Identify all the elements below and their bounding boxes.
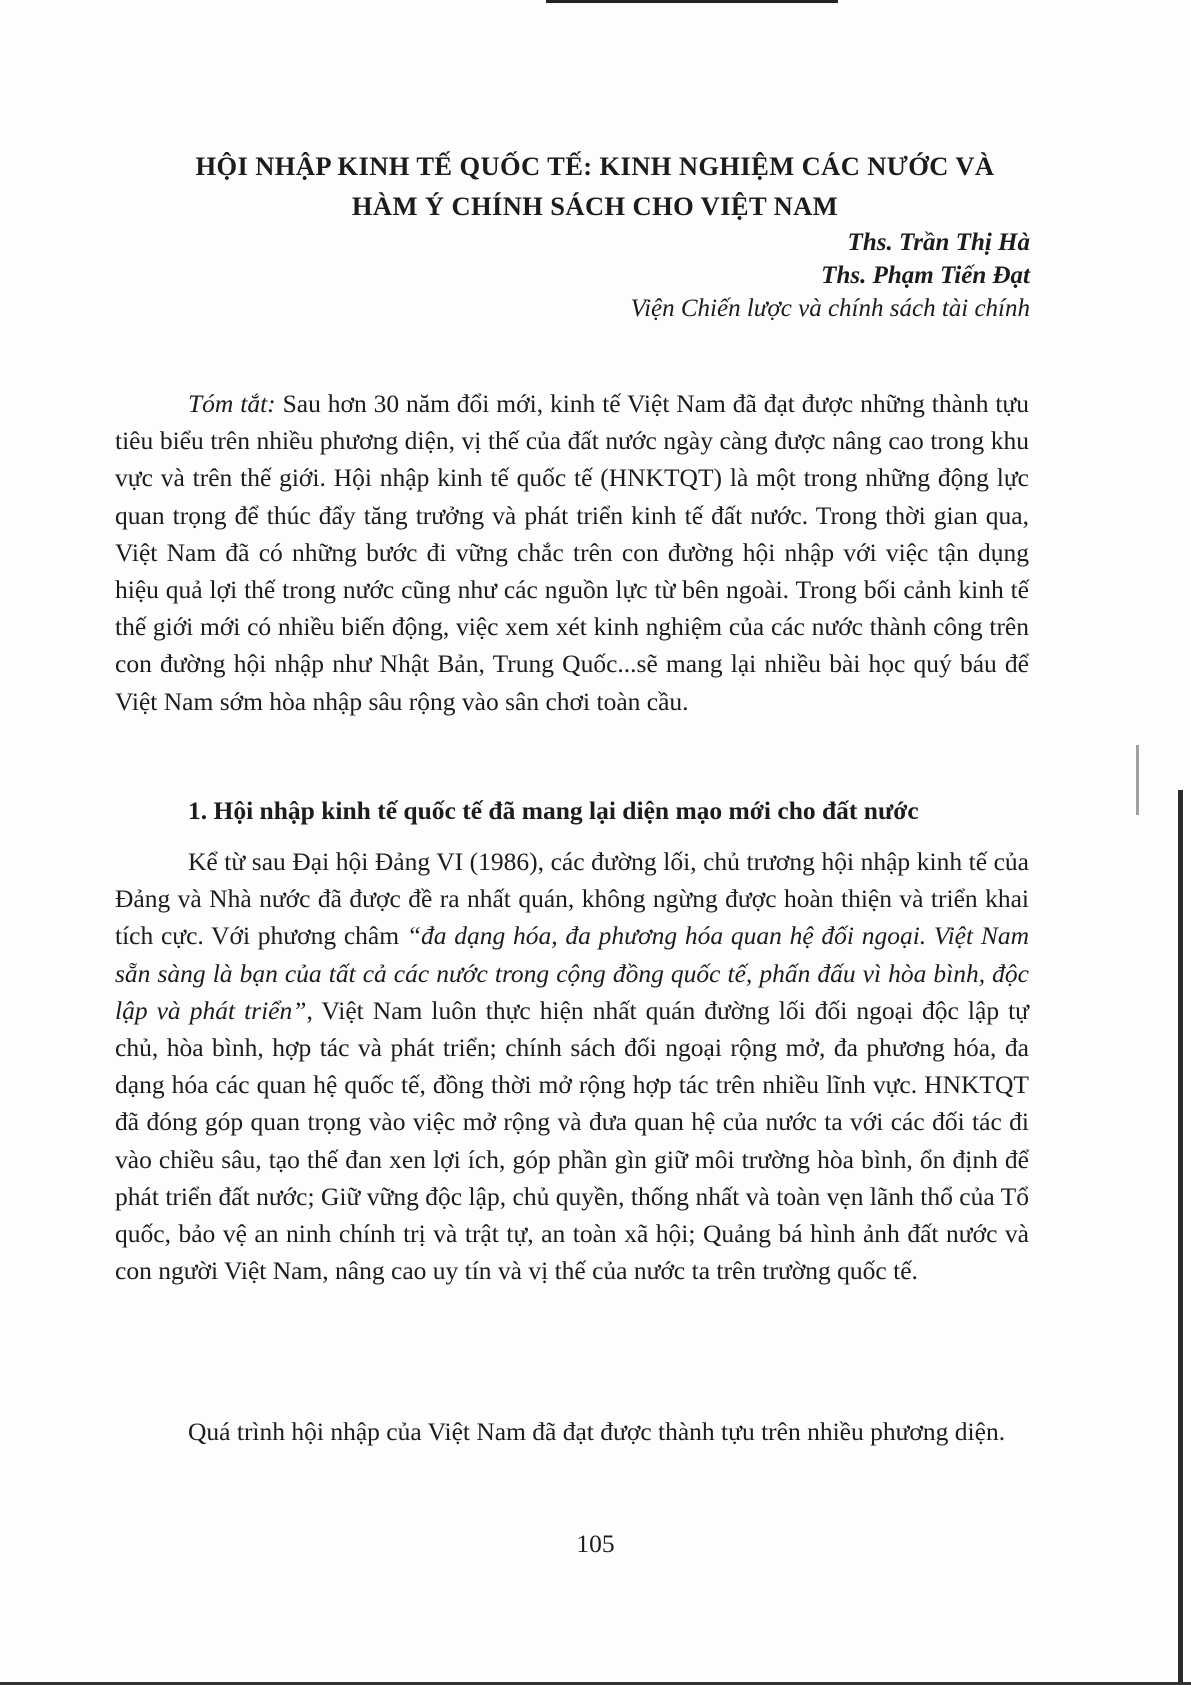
abstract-paragraph	[115, 385, 1029, 720]
scan-top-edge-line	[546, 0, 838, 3]
abstract-label: Tóm tắt:	[188, 389, 276, 418]
paragraph-1-quote: “đa dạng hóa, đa phương hóa quan hệ đối ngoại. Việt Nam sẵn sàng là bạn của tất cả các nước trong cộng đồng quốc tế, phấn đấu vì hòa bình, độc lập và phát triển”	[115, 921, 1029, 1025]
section-paragraph-1	[115, 843, 1029, 1289]
paragraph-1-text-b: , Việt Nam luôn thực hiện nhất quán đường lối đối ngoại độc lập tự chủ, hòa bình, hợp tác và phát triển; chính sách đối ngoại rộng mở, đa phương hóa, đa dạng hóa các quan hệ quốc tế, đồng thời mở rộng hợp tác trên nhiều lĩnh vực. HNKTQT đã đóng góp quan trọng vào việc mở rộng và đưa quan hệ của nước ta với các đối tác đi vào chiều sâu, tạo thế đan xen lợi ích, góp phần gìn giữ môi trường hòa bình, ổn định để phát triển đất nước; Giữ vững độc lập, chủ quyền, thống nhất và toàn vẹn lãnh thổ của Tổ quốc, bảo vệ an ninh chính trị và trật tự, an toàn xã hội; Quảng bá hình ảnh đất nước và con người Việt Nam, nâng cao uy tín và vị thế của nước ta trên trường quốc tế.	[115, 995, 1029, 1286]
article-title-line-2: HÀM Ý CHÍNH SÁCH CHO VIỆT NAM	[351, 191, 839, 221]
author-2: Ths. Phạm Tiến Đạt	[821, 262, 1030, 289]
section-heading: 1. Hội nhập kinh tế quốc tế đã mang lại diện mạo mới cho đất nước	[188, 796, 919, 825]
author-affiliation: Viện Chiến lược và chính sách tài chính	[630, 295, 1030, 322]
section-paragraph-2: Quá trình hội nhập của Việt Nam đã đạt được thành tựu trên nhiều phương diện.	[188, 1417, 1006, 1446]
abstract-text: Sau hơn 30 năm đổi mới, kinh tế Việt Nam đã đạt được những thành tựu tiêu biểu trên nhiều phương diện, vị thế của đất nước ngày càng được nâng cao trong khu vực và trên thế giới. Hội nhập kinh tế quốc tế (HNKTQT) là một trong những động lực quan trọng để thúc đẩy tăng trưởng và phát triển kinh tế đất nước. Trong thời gian qua, Việt Nam đã có những bước đi vững chắc trên con đường hội nhập với việc tận dụng hiệu quả lợi thế trong nước cũng như các nguồn lực từ bên ngoài. Trong bối cảnh kinh tế thế giới mới có nhiều biến động, việc xem xét kinh nghiệm của các nước thành công trên con đường hội nhập như Nhật Bản, Trung Quốc...sẽ mang lại nhiều bài học quý báu để Việt Nam sớm hòa nhập sâu rộng vào sân chơi toàn cầu.	[115, 389, 1029, 716]
page-number: 105	[576, 1529, 615, 1558]
scan-right-edge-noise	[1136, 745, 1139, 815]
author-1: Ths. Trần Thị Hà	[847, 229, 1030, 256]
paragraph-1-text-a: Kể từ sau Đại hội Đảng VI (1986), các đường lối, chủ trương hội nhập kinh tế của Đảng và Nhà nước đã được đề ra nhất quán, không ngừng được hoàn thiện và triển khai tích cực. Với phương châm	[115, 847, 1029, 951]
author-block	[500, 226, 1030, 325]
article-title-line-1: HỘI NHẬP KINH TẾ QUỐC TẾ: KINH NGHIỆM CÁC NƯỚC VÀ	[195, 151, 995, 181]
article-title	[130, 146, 1060, 226]
